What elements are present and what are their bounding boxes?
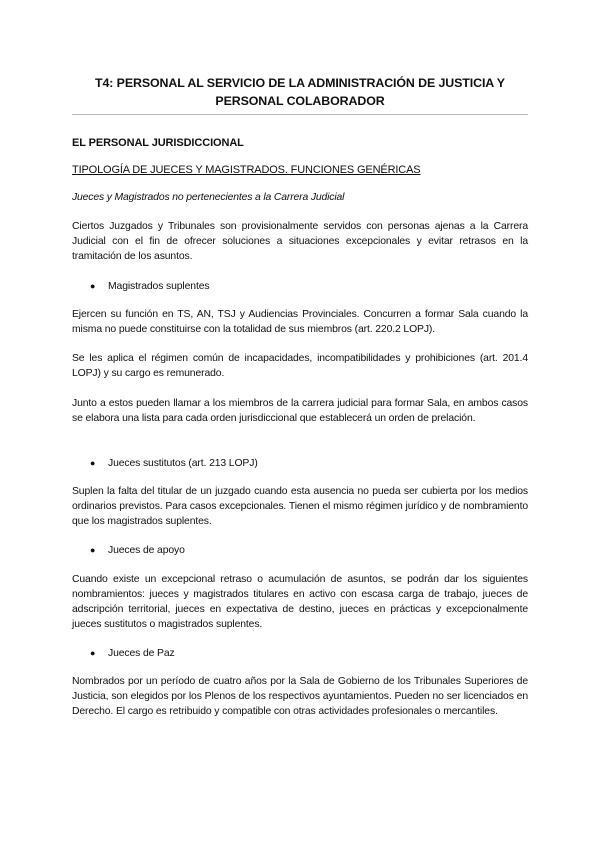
bullet-item-jueces-sustitutos: [90, 456, 258, 471]
paragraph-sustitutos: Suplen la falta del titular de un juzgado cuando esta ausencia no pueda ser cubierta por los medios ordinarios previstos. Para casos excepcionales. Tienen el mismo régimen jurídico y de nombramiento que los magistrados suplentes.: [72, 486, 528, 527]
bullet-label: Jueces sustitutos (art. 213 LOPJ): [108, 458, 258, 469]
bullet-label: Magistrados suplentes: [108, 281, 210, 292]
paragraph-regimen: Se les aplica el régimen común de incapacidades, incompatibilidades y prohibiciones (art. 201.4 LOPJ) y su cargo es remunerado.: [72, 353, 528, 379]
bullet-item-jueces-apoyo: [90, 543, 185, 558]
subheading: TIPOLOGÍA DE JUECES Y MAGISTRADOS. FUNCIONES GENÉRICAS: [72, 164, 421, 176]
paragraph-lista: Junto a estos pueden llamar a los miembros de la carrera judicial para formar Sala, en ambos casos se elabora una lista para cada orden jurisdiccional que establecerá un orden de prelación.: [72, 398, 528, 424]
bullet-item-magistrados-suplentes: [90, 279, 209, 294]
paragraph-funcion: Ejercen su función en TS, AN, TSJ y Audiencias Provinciales. Concurren a formar Sala cuando la misma no puede constituirse con la totalidad de sus miembros (art. 220.2 LOPJ).: [72, 309, 528, 335]
section-heading: EL PERSONAL JURISDICCIONAL: [72, 137, 244, 149]
paragraph-intro: Ciertos Juzgados y Tribunales son provisionalmente servidos con personas ajenas a la Carrera Judicial con el fin de ofrecer soluciones a situaciones excepcionales y evitar retrasos en la tramitación de los asuntos.: [72, 221, 528, 262]
bullet-icon: ●: [90, 458, 96, 468]
document-title: T4: PERSONAL AL SERVICIO DE LA ADMINISTRACIÓN DE JUSTICIA Y PERSONAL COLABORADOR: [95, 76, 505, 108]
bullet-icon: ●: [90, 545, 96, 555]
paragraph-apoyo: Cuando existe un excepcional retraso o acumulación de asuntos, se podrán dar los siguientes nombramientos: jueces y magistrados titulares en activo con escasa carga de trabajo, jueces de adscripción territorial, jueces en expectativa de destino, jueces en prácticas y excepcionalmente jueces sustitutos o magistrados suplentes.: [72, 574, 528, 630]
bullet-icon: ●: [90, 281, 96, 291]
paragraph-paz: Nombrados por un período de cuatro años por la Sala de Gobierno de los Tribunales Superiores de Justicia, son elegidos por los Plenos de los respectivos ayuntamientos. Pueden no ser licenciados en Derecho. El cargo es retribuido y compatible con otras actividades profesionales o mercantiles.: [72, 676, 528, 717]
bullet-label: Jueces de apoyo: [108, 545, 185, 556]
bullet-label: Jueces de Paz: [108, 648, 175, 659]
italic-subheading: Jueces y Magistrados no pertenecientes a la Carrera Judicial: [72, 192, 345, 203]
title-divider: [72, 114, 528, 115]
bullet-item-jueces-paz: [90, 646, 175, 661]
bullet-icon: ●: [90, 648, 96, 658]
